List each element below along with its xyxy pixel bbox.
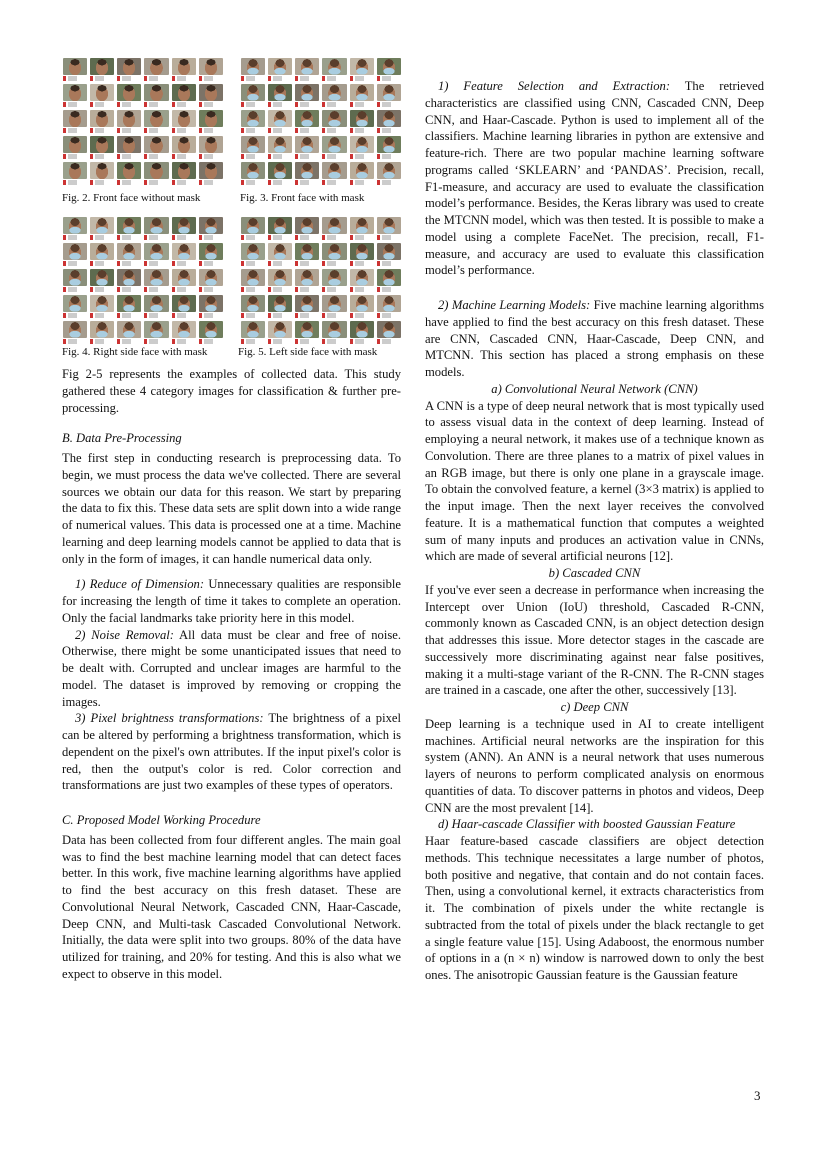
face-photo-thumbnail bbox=[268, 217, 292, 241]
face-photo-thumbnail bbox=[295, 84, 319, 108]
figure-front-face-without-mask bbox=[63, 58, 223, 186]
face-photo-thumbnail bbox=[117, 321, 141, 345]
face-photo-thumbnail bbox=[199, 84, 223, 108]
face-photo-thumbnail bbox=[241, 217, 265, 241]
face-photo-thumbnail bbox=[268, 269, 292, 293]
face-photo-thumbnail bbox=[63, 321, 87, 345]
face-photo-thumbnail bbox=[90, 321, 114, 345]
subsection-heading: c) Deep CNN bbox=[560, 700, 629, 714]
face-photo-thumbnail bbox=[350, 295, 374, 319]
figure-caption: Fig. 4. Right side face with mask bbox=[62, 346, 208, 358]
face-photo-thumbnail bbox=[241, 295, 265, 319]
face-photo-thumbnail bbox=[350, 269, 374, 293]
face-photo-thumbnail bbox=[350, 136, 374, 160]
paragraph-body: Five machine learning algorithms have applied to find the best accuracy on this fresh dataset. These are CNN, Cascaded CNN, Haar-Cascade, Deep CNN, and MTCNN. This section has placed a strong emphasis on these models. bbox=[425, 298, 764, 379]
face-photo-thumbnail bbox=[90, 217, 114, 241]
face-photo-thumbnail bbox=[199, 217, 223, 241]
subsection-heading: b) Cascaded CNN bbox=[548, 566, 641, 580]
paragraph bbox=[62, 710, 401, 794]
subsection-heading: a) Convolutional Neural Network (CNN) bbox=[491, 381, 698, 396]
left-column bbox=[62, 366, 401, 983]
face-photo-thumbnail bbox=[295, 243, 319, 267]
face-photo-thumbnail bbox=[241, 162, 265, 186]
face-photo-thumbnail bbox=[144, 84, 168, 108]
face-photo-thumbnail bbox=[322, 321, 346, 345]
paragraph: Haar feature-based cascade classifiers are object detection methods. This technique necessitates a large number of photos, both positive and negative, that contain and do not contain faces. Then, using a convolutional kernel, it extracts characteristics from it. The combination of pixels under the white rectangle is subtracted from the total of pixels under the black rectangle to get a single feature value [15]. Using Adaboost, the enormous number of options in a (n × n) window is narrowed down to only the best ones. The anisotropic Gaussian feature is the Gaussian feature bbox=[425, 834, 764, 982]
face-photo-thumbnail bbox=[172, 243, 196, 267]
face-photo-thumbnail bbox=[377, 84, 401, 108]
paragraph bbox=[425, 78, 764, 279]
face-photo-thumbnail bbox=[63, 162, 87, 186]
face-photo-thumbnail bbox=[117, 84, 141, 108]
face-photo-thumbnail bbox=[350, 162, 374, 186]
face-photo-thumbnail bbox=[172, 321, 196, 345]
figure-caption: Fig. 5. Left side face with mask bbox=[238, 346, 378, 358]
face-photo-thumbnail bbox=[295, 136, 319, 160]
paragraph-body: All data must be clear and free of noise. Otherwise, there might be some unanticipated issues that need to be dealt with. Corrupted and unclear images are harmful to the model. The dataset is improved by removing or cropping the images. bbox=[62, 627, 401, 709]
face-photo-thumbnail bbox=[241, 243, 265, 267]
paragraph bbox=[62, 627, 401, 711]
face-photo-thumbnail bbox=[295, 217, 319, 241]
face-photo-thumbnail bbox=[144, 295, 168, 319]
face-photo-thumbnail bbox=[172, 162, 196, 186]
face-photo-thumbnail bbox=[350, 110, 374, 134]
face-photo-thumbnail bbox=[377, 217, 401, 241]
section-heading: B. Data Pre-Processing bbox=[62, 431, 182, 446]
face-photo-thumbnail bbox=[295, 269, 319, 293]
subsection-heading: d) Haar-cascade Classifier with boosted Gaussian Feature bbox=[438, 817, 736, 832]
face-photo-thumbnail bbox=[90, 295, 114, 319]
face-photo-thumbnail bbox=[63, 84, 87, 108]
face-photo-thumbnail bbox=[90, 269, 114, 293]
face-photo-thumbnail bbox=[322, 58, 346, 82]
paragraph-lead: 3) Pixel brightness transformations: bbox=[75, 711, 264, 726]
face-photo-thumbnail bbox=[90, 162, 114, 186]
face-photo-thumbnail bbox=[199, 162, 223, 186]
face-photo-thumbnail bbox=[322, 162, 346, 186]
face-photo-thumbnail bbox=[144, 58, 168, 82]
face-photo-thumbnail bbox=[199, 269, 223, 293]
face-photo-thumbnail bbox=[63, 110, 87, 134]
face-photo-thumbnail bbox=[350, 217, 374, 241]
face-photo-thumbnail bbox=[172, 269, 196, 293]
face-photo-thumbnail bbox=[322, 295, 346, 319]
face-photo-thumbnail bbox=[199, 136, 223, 160]
figure-left-side-face-with-mask bbox=[241, 217, 401, 345]
section-heading: C. Proposed Model Working Procedure bbox=[62, 813, 261, 827]
face-photo-thumbnail bbox=[144, 110, 168, 134]
face-photo-thumbnail bbox=[172, 217, 196, 241]
paragraph-body: The brightness of a pixel can be altered by performing a brightness transformation, which is dependent on the pixel's own attributes. If the input pixel's color is red, then the output's color is red. Color correction and transformations are just two examples of these types of operators. bbox=[62, 711, 401, 793]
face-photo-thumbnail bbox=[268, 110, 292, 134]
face-photo-thumbnail bbox=[90, 58, 114, 82]
face-photo-thumbnail bbox=[268, 58, 292, 82]
face-photo-thumbnail bbox=[199, 58, 223, 82]
face-photo-thumbnail bbox=[117, 136, 141, 160]
paragraph: The first step in conducting research is preprocessing data. To begin, we must process the data we've collected. There are several sources we obtain our data for this reason. We start by preparing the data to fix this. These data sets are split down into a wide range of numerical values. This data is processed one at a time. Machine learning and deep learning models cannot be applied to data that is only in the form of images, it can handle numerical data only. bbox=[62, 451, 401, 566]
face-photo-thumbnail bbox=[199, 110, 223, 134]
face-photo-thumbnail bbox=[322, 110, 346, 134]
face-photo-thumbnail bbox=[63, 217, 87, 241]
face-photo-thumbnail bbox=[295, 110, 319, 134]
page-number: 3 bbox=[754, 1088, 761, 1103]
paragraph: Fig 2-5 represents the examples of collected data. This study gathered these 4 category images for classification & further pre-processing. bbox=[62, 367, 401, 415]
face-photo-thumbnail bbox=[117, 110, 141, 134]
face-photo-thumbnail bbox=[295, 295, 319, 319]
face-photo-thumbnail bbox=[350, 243, 374, 267]
face-photo-thumbnail bbox=[117, 243, 141, 267]
face-photo-thumbnail bbox=[144, 162, 168, 186]
face-photo-thumbnail bbox=[268, 321, 292, 345]
face-photo-thumbnail bbox=[117, 269, 141, 293]
face-photo-thumbnail bbox=[268, 295, 292, 319]
face-photo-thumbnail bbox=[90, 110, 114, 134]
paragraph-lead: 1) Reduce of Dimension: bbox=[75, 577, 205, 592]
paragraph-lead: 2) Machine Learning Models: bbox=[438, 298, 591, 312]
face-photo-thumbnail bbox=[377, 295, 401, 319]
figure-front-face-with-mask bbox=[241, 58, 401, 186]
face-photo-thumbnail bbox=[268, 84, 292, 108]
face-photo-thumbnail bbox=[63, 243, 87, 267]
right-column bbox=[425, 78, 764, 984]
face-photo-thumbnail bbox=[377, 136, 401, 160]
face-photo-thumbnail bbox=[322, 136, 346, 160]
face-photo-thumbnail bbox=[322, 269, 346, 293]
face-photo-thumbnail bbox=[241, 58, 265, 82]
paragraph: A CNN is a type of deep neural network that is most typically used to assess visual data in the context of deep learning. Instead of employing a neural network, it makes use of a technique known as Convolution. There are three planes to a matrix of pixel values in an RGB image, but there is only one plane in a grayscale image. To obtain the convolved feature, a kernel (3×3 matrix) is applied to the input image. Then the next layer receives the convolved feature. It is a mathematical function that computes a weighted sum of many inputs and produces an activation value in CNNs, which are made of several artificial neurons [12]. bbox=[425, 398, 764, 564]
face-photo-thumbnail bbox=[377, 321, 401, 345]
paragraph-body: The retrieved characteristics are classified using CNN, Cascaded CNN, Deep CNN, and Haar-Cascade. Python is used to implement all of the classifiers. Machine learning libraries in python are extensive and feature-rich. There are two popular machine learning software programs called ‘SKLEARN’ and ‘PANDAS’. Precision, recall, F1-measure, and accuracy are used to evaluate the classification model’s performance. Besides, the Keras library was used to create the MTCNN model, which was then tested. It is possible to make a model using a complete FaceNet. The precision, recall, F1-measure, and accuracy are used to evaluate this classification model’s performance. bbox=[425, 79, 764, 278]
face-photo-thumbnail bbox=[241, 321, 265, 345]
paragraph: Data has been collected from four different angles. The main goal was to find the best machine learning model that can detect faces better. In this work, five machine learning algorithms have applied to find the best accuracy on this fresh dataset. These are Convolutional Neural Network, Cascaded CNN, Haar-Cascade, Deep CNN, and Multi-task Cascaded Convolutional Network. Initially, the data were split into two groups. 80% of the data have utilized for training, and 20% for testing. And this is also what we expect to observe in this model. bbox=[62, 832, 401, 981]
face-photo-thumbnail bbox=[199, 243, 223, 267]
face-photo-thumbnail bbox=[63, 269, 87, 293]
face-photo-thumbnail bbox=[144, 136, 168, 160]
face-photo-thumbnail bbox=[241, 269, 265, 293]
face-photo-thumbnail bbox=[199, 295, 223, 319]
face-photo-thumbnail bbox=[172, 110, 196, 134]
face-photo-thumbnail bbox=[117, 162, 141, 186]
paragraph: Deep learning is a technique used in AI to create intelligent machines. Artificial neural networks are the inspiration for this system (ANN). An ANN is a neural network that uses numerous layers of neurons to perform complicated analysis on enormous quantities of data. To discover patterns in photos and videos, Deep CNN are the most prevalent [14]. bbox=[425, 716, 764, 815]
face-photo-thumbnail bbox=[144, 269, 168, 293]
face-photo-thumbnail bbox=[172, 136, 196, 160]
face-photo-thumbnail bbox=[199, 321, 223, 345]
face-photo-thumbnail bbox=[90, 136, 114, 160]
face-photo-thumbnail bbox=[63, 58, 87, 82]
face-photo-thumbnail bbox=[377, 58, 401, 82]
face-photo-thumbnail bbox=[350, 321, 374, 345]
face-photo-thumbnail bbox=[377, 162, 401, 186]
figure-caption: Fig. 2. Front face without mask bbox=[62, 192, 201, 204]
face-photo-thumbnail bbox=[63, 136, 87, 160]
face-photo-thumbnail bbox=[322, 84, 346, 108]
face-photo-thumbnail bbox=[90, 84, 114, 108]
face-photo-thumbnail bbox=[295, 162, 319, 186]
figure-caption: Fig. 3. Front face with mask bbox=[240, 192, 365, 204]
face-photo-thumbnail bbox=[268, 136, 292, 160]
face-photo-thumbnail bbox=[295, 58, 319, 82]
figure-right-side-face-with-mask bbox=[63, 217, 223, 345]
paragraph bbox=[425, 297, 764, 381]
face-photo-thumbnail bbox=[322, 243, 346, 267]
face-photo-thumbnail bbox=[117, 217, 141, 241]
face-photo-thumbnail bbox=[172, 295, 196, 319]
paragraph bbox=[62, 576, 401, 626]
face-photo-thumbnail bbox=[172, 58, 196, 82]
face-photo-thumbnail bbox=[241, 110, 265, 134]
face-photo-thumbnail bbox=[322, 217, 346, 241]
face-photo-thumbnail bbox=[172, 84, 196, 108]
paragraph-lead: 1) Feature Selection and Extraction: bbox=[438, 79, 671, 93]
face-photo-thumbnail bbox=[241, 136, 265, 160]
face-photo-thumbnail bbox=[350, 58, 374, 82]
face-photo-thumbnail bbox=[377, 110, 401, 134]
face-photo-thumbnail bbox=[144, 321, 168, 345]
face-photo-thumbnail bbox=[377, 269, 401, 293]
paragraph: If you've ever seen a decrease in performance when increasing the Intercept over Union (IoU) threshold, Cascaded R-CNN, commonly known as Cascaded CNN, is an object detection design that addresses this issue. More detector stages in the cascade are successively more discriminating against near false positives, making it a multi-stage variant of the R-CNN. The R-CNN stages are trained in a cascade, one after the other, successively [13]. bbox=[425, 582, 764, 698]
face-photo-thumbnail bbox=[90, 243, 114, 267]
face-photo-thumbnail bbox=[144, 243, 168, 267]
face-photo-thumbnail bbox=[241, 84, 265, 108]
face-photo-thumbnail bbox=[63, 295, 87, 319]
face-photo-thumbnail bbox=[268, 243, 292, 267]
face-photo-thumbnail bbox=[117, 58, 141, 82]
paragraph-body: Unnecessary qualities are responsible for increasing the length of time it takes to complete an operation. Only the facial landmarks take priority here in this model. bbox=[62, 577, 401, 625]
face-photo-thumbnail bbox=[350, 84, 374, 108]
face-photo-thumbnail bbox=[295, 321, 319, 345]
face-photo-thumbnail bbox=[377, 243, 401, 267]
face-photo-thumbnail bbox=[144, 217, 168, 241]
face-photo-thumbnail bbox=[268, 162, 292, 186]
paragraph-lead: 2) Noise Removal: bbox=[75, 627, 174, 642]
face-photo-thumbnail bbox=[117, 295, 141, 319]
